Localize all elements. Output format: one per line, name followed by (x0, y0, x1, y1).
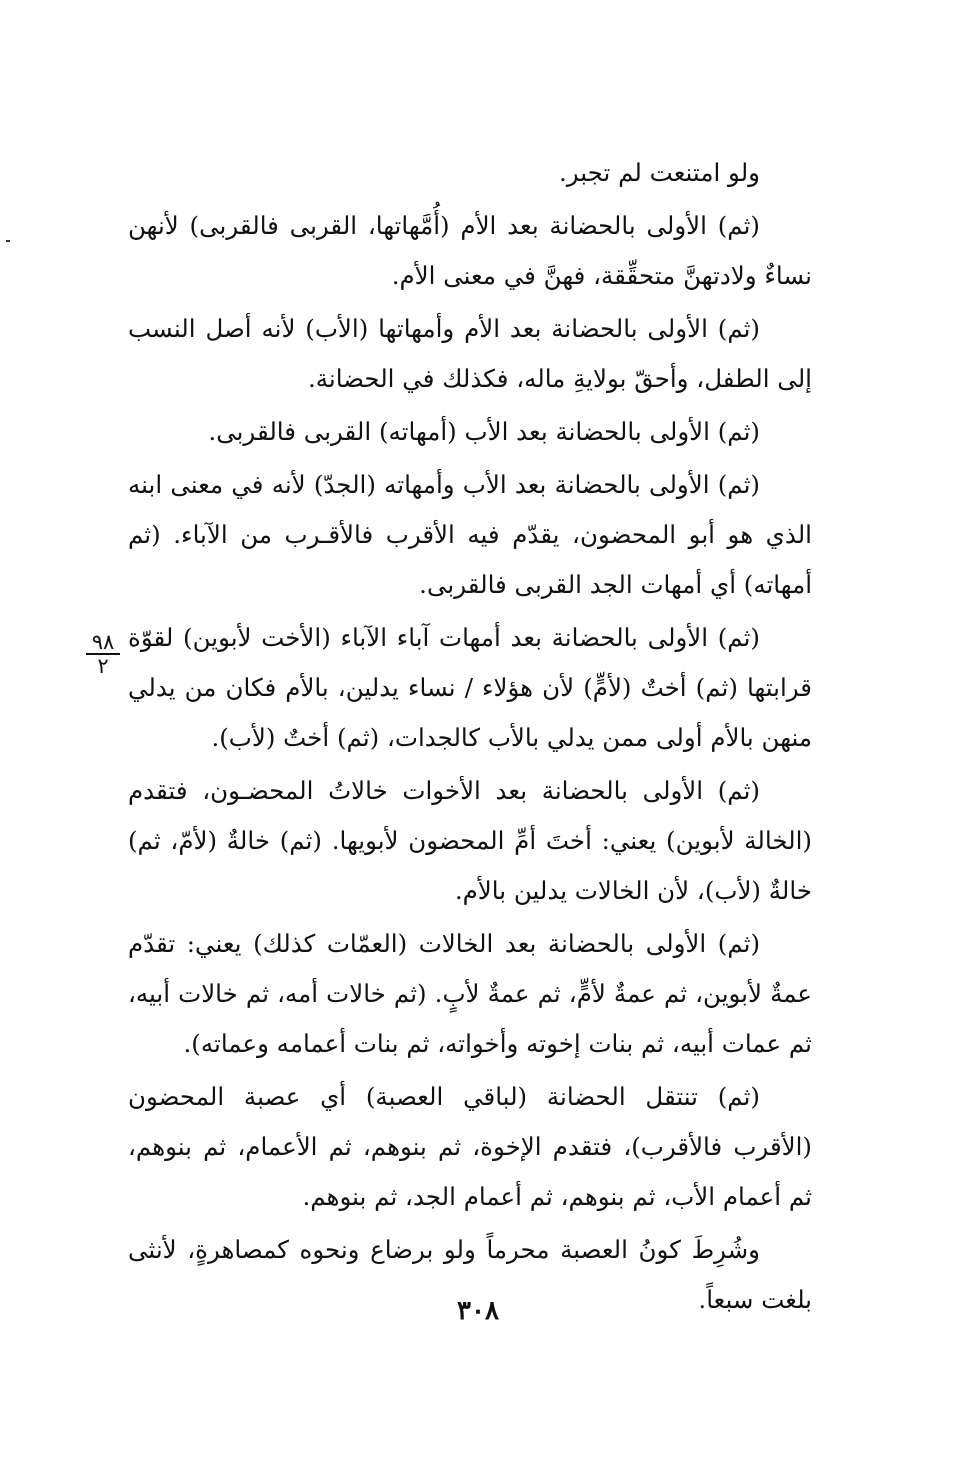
page-body (128, 148, 812, 1328)
page-number: ٣٠٨ (457, 1296, 499, 1326)
paragraph: (ثم) الأولى بالحضانة بعد أمهات آباء الآباء (الأخت لأبوين) لقوّة قرابتها (ثم) أختٌ (لأمٍّ) لأن هؤلاء / نساء يدلين، بالأم فكان من يدلي منهن بالأم أولى ممن يدلي بالأب كالجدات، (ثم) أختٌ (لأب). (128, 623, 812, 752)
marker-denominator: ٢ (97, 654, 109, 678)
scan-edge-mark (6, 240, 10, 242)
paragraph: (ثم) الأولى بالحضانة بعد الأب وأمهاته (الجدّ) لأنه في معنى ابنه الذي هو أبو المحضون، يقدّم فيه الأقرب فالأقـرب من الآباء. (ثم أمهاته) أي أمهات الجد القربى فالقربى. (128, 470, 812, 599)
marker-numerator: ٩٨ (86, 632, 120, 655)
paragraph: (ثم) الأولى بالحضانة بعد الأب (أمهاته) القربى فالقربى. (208, 417, 760, 446)
paragraph: (ثم) تنتقل الحضانة (لباقي العصبة) أي عصبة المحضون (الأقرب فالأقرب)، فتقدم الإخوة، ثم بنوهم، ثم الأعمام، ثم بنوهم، ثم أعمام الأب، ثم بنوهم، ثم أعمام الجد، ثم بنوهم. (128, 1082, 812, 1211)
paragraph: ولو امتنعت لم تجبر. (558, 158, 760, 187)
paragraph: (ثم) الأولى بالحضانة بعد الخالات (العمّات كذلك) يعني: تقدّم عمةٌ لأبوين، ثم عمةٌ لأمٍّ، ثم عمةٌ لأبٍ. (ثم خالات أمه، ثم خالات أبيه، ثم عمات أبيه، ثم بنات إخوته وأخواته، ثم بنات أعمامه وعماته). (128, 929, 812, 1058)
paragraph: (ثم) الأولى بالحضانة بعد الأخوات خالاتُ المحضـون، فتقدم (الخالة لأبوين) يعني: أختَ أمِّ المحضون لأبويها. (ثم) خالةٌ (لأمّ، ثم) خالةٌ (لأب)، لأن الخالات يدلين بالأم. (128, 776, 812, 905)
manuscript-folio-marker (86, 632, 120, 676)
paragraph: (ثم) الأولى بالحضانة بعد الأم (أُمَّهاتها، القربى فالقربى) لأنهن نساءٌ ولادتهنَّ متحقِّقة، فهنَّ في معنى الأم. (128, 211, 812, 290)
paragraph: (ثم) الأولى بالحضانة بعد الأم وأمهاتها (الأب) لأنه أصل النسب إلى الطفل، وأحقّ بولايةِ ماله، فكذلك في الحضانة. (128, 314, 812, 393)
paragraph: وشُرِطَ كونُ العصبة محرماً ولو برضاع ونحوه كمصاهرةٍ، لأنثى بلغت سبعاً. (128, 1235, 812, 1314)
